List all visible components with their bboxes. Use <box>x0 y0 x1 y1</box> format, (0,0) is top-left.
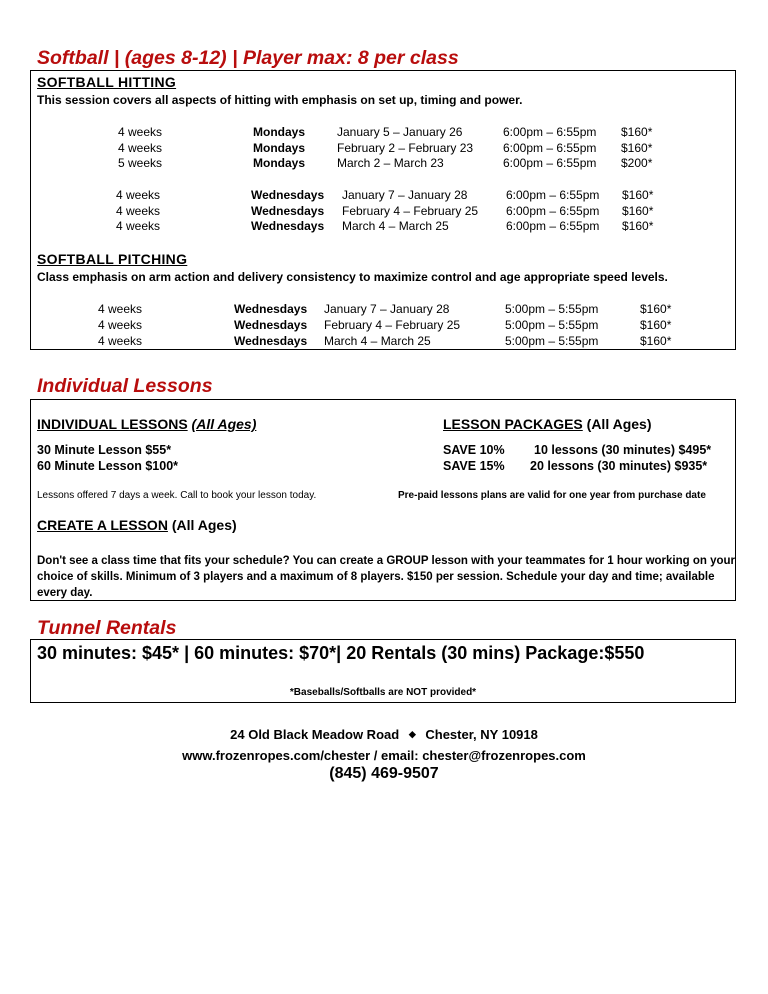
schedule-weeks: 5 weeks <box>118 156 163 170</box>
create-lesson-line-3: every day. <box>37 587 93 599</box>
hitting-description: This session covers all aspects of hitting with emphasis on set up, timing and power. <box>37 93 523 107</box>
pitching-description: Class emphasis on arm action and delivery consistency to maximize control and age appropriate speed levels. <box>37 270 668 284</box>
softball-box <box>30 70 736 350</box>
schedule-dates: January 7 – January 28 <box>324 302 450 316</box>
lesson-packages-heading <box>443 416 651 432</box>
schedule-day: Wednesdays <box>251 204 325 218</box>
create-lesson-heading-suffix: (All Ages) <box>171 517 237 533</box>
schedule-dates: March 4 – March 25 <box>342 219 449 233</box>
schedule-day: Wednesdays <box>234 334 308 348</box>
schedule-weeks: 4 weeks <box>118 125 163 139</box>
schedule-time: 5:00pm – 5:55pm <box>505 318 599 332</box>
schedule-weeks: 4 weeks <box>116 219 161 233</box>
schedule-time: 6:00pm – 6:55pm <box>503 125 597 139</box>
packages-note: Pre-paid lessons plans are valid for one year from purchase date <box>398 490 706 501</box>
schedule-time: 6:00pm – 6:55pm <box>506 188 600 202</box>
schedule-row <box>31 141 735 157</box>
schedule-weeks: 4 weeks <box>98 302 143 316</box>
schedule-dates: February 4 – February 25 <box>342 204 479 218</box>
create-lesson-heading-text: CREATE A LESSON <box>37 517 168 533</box>
diamond-separator-icon: ◆ <box>408 729 416 739</box>
package-2-save: SAVE 15% <box>443 459 505 473</box>
schedule-weeks: 4 weeks <box>118 141 163 155</box>
footer-web-email: www.frozenropes.com/chester / email: chester@frozenropes.com <box>182 748 586 763</box>
footer-phone: (845) 469-9507 <box>329 765 439 782</box>
lesson-30-min: 30 Minute Lesson $55* <box>37 443 172 457</box>
individual-lessons-heading <box>37 416 256 432</box>
lessons-note: Lessons offered 7 days a week. Call to book your lesson today. <box>37 490 317 501</box>
individual-box <box>30 399 736 601</box>
schedule-price: $160* <box>640 334 672 348</box>
schedule-day: Mondays <box>253 156 306 170</box>
tunnel-pricing: 30 minutes: $45* | 60 minutes: $70*| 20 Rentals (30 mins) Package:$550 <box>37 643 645 663</box>
schedule-time: 5:00pm – 5:55pm <box>505 334 599 348</box>
schedule-weeks: 4 weeks <box>116 188 161 202</box>
schedule-price: $160* <box>621 141 653 155</box>
schedule-row <box>31 125 735 141</box>
schedule-row <box>31 188 735 204</box>
tunnel-box <box>30 639 736 703</box>
lesson-60-min: 60 Minute Lesson $100* <box>37 459 179 473</box>
schedule-day: Mondays <box>253 141 306 155</box>
schedule-weeks: 4 weeks <box>98 334 143 348</box>
footer-address <box>0 727 768 742</box>
schedule-day: Mondays <box>253 125 306 139</box>
schedule-price: $160* <box>640 318 672 332</box>
tunnel-section-title: Tunnel Rentals <box>37 617 177 639</box>
schedule-row <box>31 156 735 172</box>
schedule-time: 5:00pm – 5:55pm <box>505 302 599 316</box>
package-1-desc: 10 lessons (30 minutes) $495* <box>534 443 712 457</box>
schedule-time: 6:00pm – 6:55pm <box>506 219 600 233</box>
schedule-weeks: 4 weeks <box>98 318 143 332</box>
schedule-price: $200* <box>621 156 653 170</box>
schedule-weeks: 4 weeks <box>116 204 161 218</box>
schedule-dates: March 2 – March 23 <box>337 156 444 170</box>
schedule-dates: March 4 – March 25 <box>324 334 431 348</box>
tunnel-note: *Baseballs/Softballs are NOT provided* <box>289 687 477 698</box>
address-city: Chester, NY 10918 <box>425 727 538 742</box>
schedule-day: Wednesdays <box>234 302 308 316</box>
schedule-row <box>31 219 735 235</box>
schedule-day: Wednesdays <box>251 219 325 233</box>
lesson-packages-heading-suffix: (All Ages) <box>586 416 652 432</box>
pitching-heading: SOFTBALL PITCHING <box>37 251 188 267</box>
schedule-day: Wednesdays <box>251 188 325 202</box>
softball-section-title: Softball | (ages 8-12) | Player max: 8 per class <box>37 47 459 69</box>
schedule-dates: January 5 – January 26 <box>337 125 463 139</box>
schedule-price: $160* <box>640 302 672 316</box>
hitting-heading: SOFTBALL HITTING <box>37 74 177 90</box>
create-lesson-description <box>37 553 735 601</box>
schedule-row <box>31 318 735 334</box>
package-1-save: SAVE 10% <box>443 443 505 457</box>
schedule-dates: February 4 – February 25 <box>324 318 461 332</box>
schedule-price: $160* <box>622 204 654 218</box>
address-street: 24 Old Black Meadow Road <box>230 727 400 742</box>
schedule-row <box>31 204 735 220</box>
individual-section-title: Individual Lessons <box>37 375 213 397</box>
schedule-price: $160* <box>622 219 654 233</box>
schedule-price: $160* <box>621 125 653 139</box>
lesson-packages-heading-text: LESSON PACKAGES <box>443 416 583 432</box>
schedule-time: 6:00pm – 6:55pm <box>503 141 597 155</box>
individual-lessons-heading-text: INDIVIDUAL LESSONS <box>37 416 188 432</box>
schedule-dates: January 7 – January 28 <box>342 188 468 202</box>
schedule-row <box>31 302 735 318</box>
schedule-day: Wednesdays <box>234 318 308 332</box>
individual-lessons-heading-suffix: (All Ages) <box>191 416 257 432</box>
schedule-row <box>31 334 735 350</box>
package-2-desc: 20 lessons (30 minutes) $935* <box>530 459 708 473</box>
schedule-price: $160* <box>622 188 654 202</box>
create-lesson-line-1: Don't see a class time that fits your schedule? You can create a GROUP lesson with your teammates for 1 hour working on your <box>37 555 736 567</box>
schedule-time: 6:00pm – 6:55pm <box>503 156 597 170</box>
create-lesson-heading <box>37 517 237 533</box>
schedule-time: 6:00pm – 6:55pm <box>506 204 600 218</box>
schedule-dates: February 2 – February 23 <box>337 141 474 155</box>
create-lesson-line-2: choice of skills. Minimum of 3 players and a maximum of 8 players. $150 per session. Schedule your day and time; available <box>37 571 715 583</box>
